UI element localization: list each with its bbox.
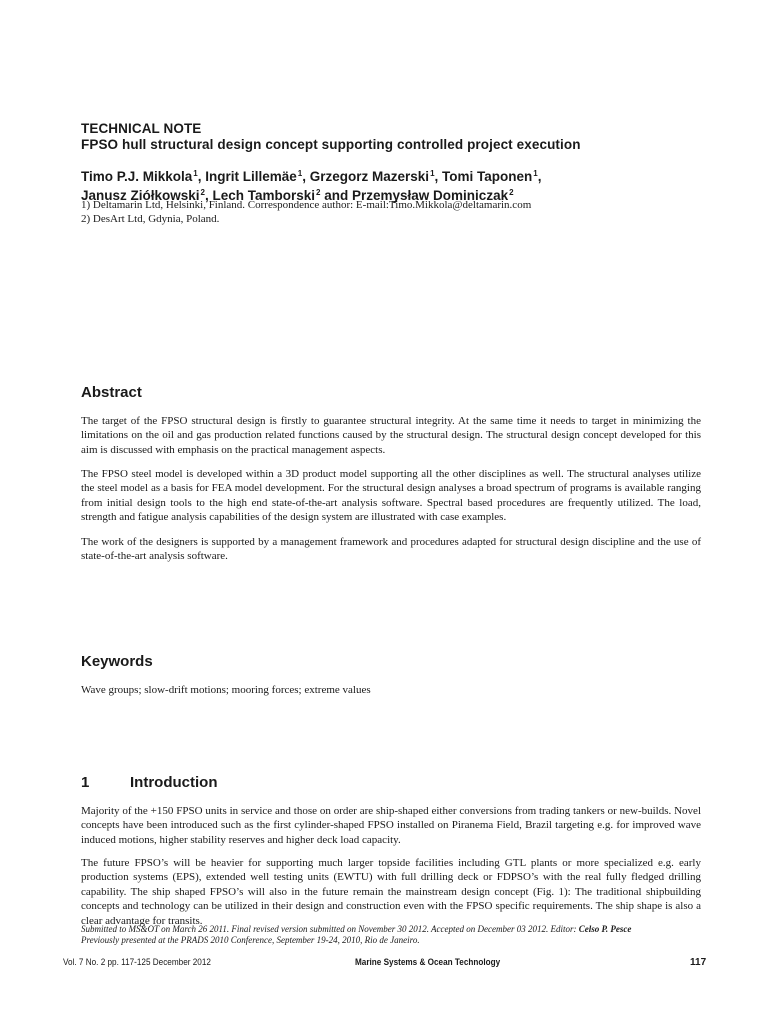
- author-affiliation-mark: 1: [430, 169, 435, 178]
- note-type-label: TECHNICAL NOTE: [81, 121, 202, 136]
- intro-paragraph: Majority of the +150 FPSO units in service and those on order are ship-shaped either conversions from trading tankers or new-builds. Novel concepts have been introduced such as the first cylinder-shaped FPSO installed on Piranema Field, Brazil targeting e.g. for improved wave induced motions, higher stability reserves and higher deck load capacity.: [81, 805, 701, 846]
- author-affiliation-mark: 1: [193, 169, 198, 178]
- presentation-note: Previously presented at the PRADS 2010 Conference, September 19-24, 2010, Rio de Janeiro.: [81, 935, 420, 945]
- author-name: Ingrit Lillemäe: [205, 169, 297, 184]
- affiliation-line: 1) Deltamarin Ltd, Helsinki, Finland. Correspondence author: E-mail:Timo.Mikkola@deltamarin.com: [81, 199, 532, 211]
- section-number: 1: [81, 774, 90, 791]
- author-separator: ,: [537, 169, 542, 184]
- author-separator: ,: [302, 169, 310, 184]
- editor-name: Celso P. Pesce: [578, 924, 632, 934]
- keywords-heading: Keywords: [81, 653, 153, 670]
- author-affiliation-mark: 2: [200, 188, 205, 197]
- intro-paragraph: The future FPSO’s will be heavier for supporting much larger topside facilities including GTL plants or more specialized e.g. early production systems (EPS), extended well testing units (EWTU) with full drilling deck or FDPSO’s with the real fully fledged drilling capability. The ship shaped FPSO’s will also in the future remain the mainstream design concept (Fig. 1): The traditional shipbuilding concepts and technology can be utilized in their design and construction even with the FPSO specific requirements. The ship shape is also a clear advantage for transits.: [81, 857, 701, 927]
- footer-journal-name: Marine Systems & Ocean Technology: [355, 957, 501, 968]
- author-name: Grzegorz Mazerski: [309, 169, 430, 184]
- paper-title: FPSO hull structural design concept supporting controlled project execution: [81, 137, 581, 152]
- page-number: 117: [690, 957, 707, 968]
- affiliation-line: 2) DesArt Ltd, Gdynia, Poland.: [81, 213, 220, 225]
- author-name: Janusz Ziółkowski: [81, 188, 200, 203]
- abstract-heading: Abstract: [81, 384, 142, 401]
- author-separator: and: [320, 188, 353, 203]
- author-affiliation-mark: 1: [297, 169, 303, 178]
- author-affiliation-mark: 1: [533, 169, 538, 178]
- submission-history: [81, 924, 701, 935]
- footer-volume-info: Vol. 7 No. 2 pp. 117-125 December 2012: [63, 957, 211, 968]
- author-separator: ,: [205, 188, 213, 203]
- affiliation-list: [81, 198, 681, 226]
- author-name: Lech Tamborski: [212, 188, 316, 203]
- submission-dates: Submitted to MS&OT on March 26 2011. Final revised version submitted on November 30 2012. Accepted on December 03 2012. Editor:: [81, 924, 579, 934]
- abstract-paragraph: The FPSO steel model is developed within a 3D product model supporting all the other disciplines as well. The structural analyses utilize the steel model as a basis for FEA model development. For the structural design analyses a broad spectrum of programs is available ranging from initial design tools to the high end state-of-the-art analysis software. Spectral based procedures are frequently utilized. The load, strength and fatigue analysis capabilities of the design system are illustrated with case examples.: [81, 468, 701, 524]
- section-heading: Introduction: [130, 774, 218, 791]
- abstract-paragraph: The target of the FPSO structural design is firstly to guarantee structural integrity. At the same time it needs to target in minimizing the limitations on the oil and gas production related functions caused by the structural design. The structural design concept developed for this aim is discussed with emphasis on the practical management aspects.: [81, 415, 701, 456]
- author-separator: ,: [197, 169, 206, 184]
- author-name: Tomi Taponen: [442, 169, 533, 184]
- author-name: Przemysław Dominiczak: [352, 188, 509, 203]
- author-affiliation-mark: 2: [316, 188, 321, 197]
- submission-note: [81, 924, 701, 946]
- keywords-text: Wave groups; slow-drift motions; mooring forces; extreme values: [81, 684, 371, 696]
- author-affiliation-mark: 2: [509, 188, 514, 197]
- author-name: Timo P.J. Mikkola: [81, 169, 193, 184]
- author-separator: ,: [434, 169, 443, 184]
- abstract-paragraph: The work of the designers is supported by a management framework and procedures adapted for structural design discipline and the use of state-of-the-art analysis software.: [81, 536, 701, 563]
